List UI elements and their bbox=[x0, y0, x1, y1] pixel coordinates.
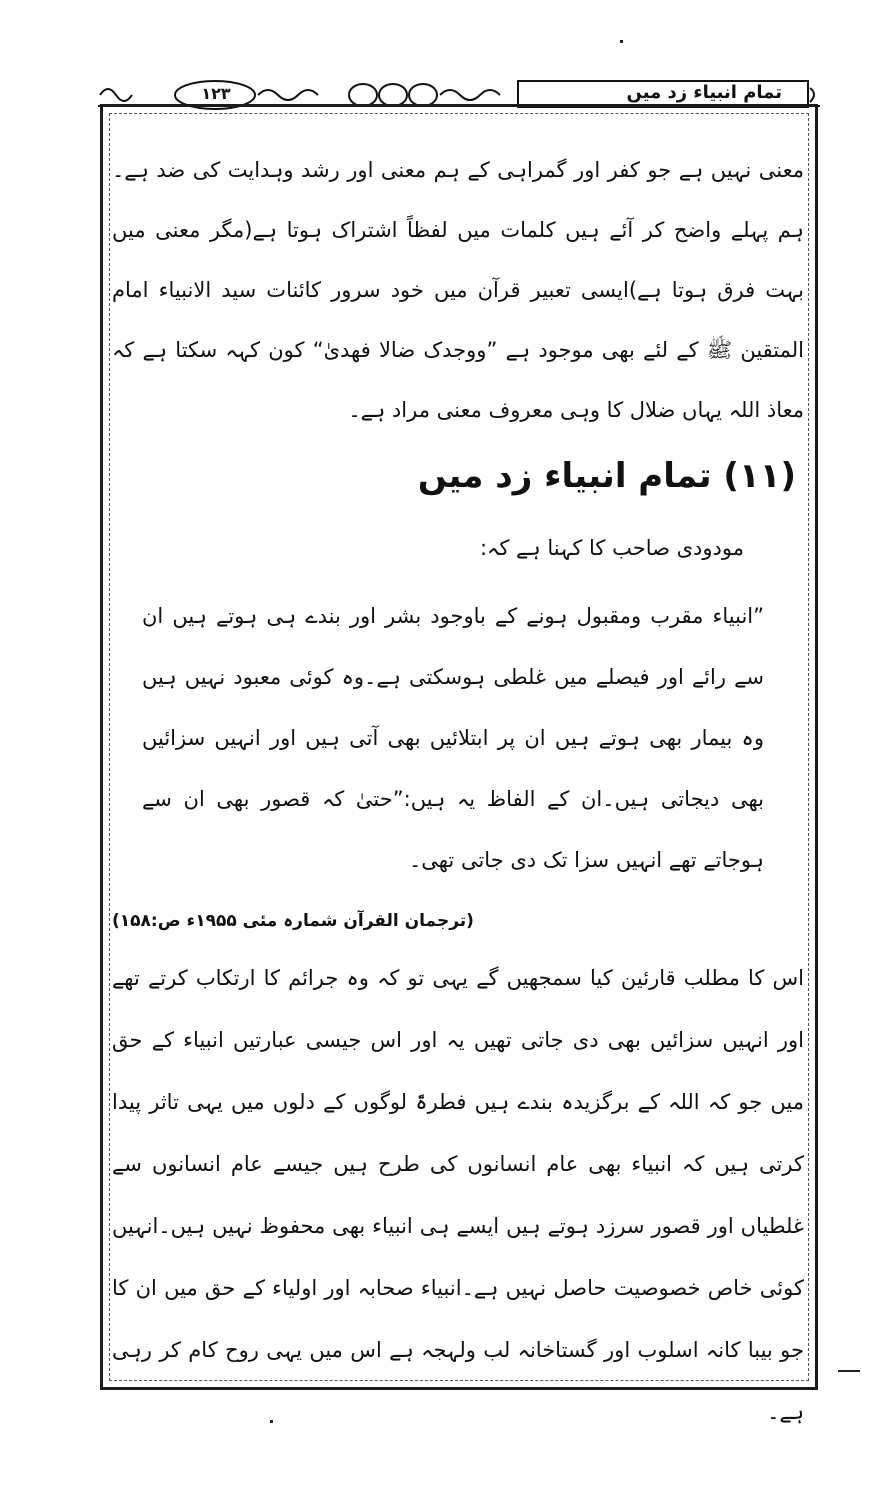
scan-mark bbox=[838, 1370, 860, 1372]
scan-mark bbox=[620, 40, 623, 43]
opening-paragraph: معنی نہیں ہے جو کفر اور گمراہی کے ہم معنی اور رشد وہدایت کی ضد ہے۔ہم پہلے واضح کر آئے ہیں کلمات میں لفظاً اشتراک ہوتا ہے(مگر معنی میں بہت فرق ہوتا ہے)ایسی تعبیر قرآن میں خود سرور کائنات سید الانبیاء امام المتقین ﷺ کے لئے بھی موجود ہے ”ووجدک ضالا فھدیٰ“ کون کہہ سکتا ہے کہ معاذ اللہ یہاں ضلال کا وہی معروف معنی مراد ہے۔ bbox=[112, 158, 804, 422]
page-number: ۱۲۳ bbox=[201, 84, 231, 103]
block-quote: ”انبیاء مقرب ومقبول ہونے کے باوجود بشر اور بندے ہی ہوتے ہیں ان سے رائے اور فیصلے میں غلطی ہوسکتی ہے۔وہ کوئی معبود نہیں ہیں وہ بیمار بھی ہوتے ہیں ان پر ابتلائیں بھی آتی ہیں اور انہیں سزائیں بھی دیجاتی ہیں۔ان کے الفاظ یہ ہیں:”حتیٰ کہ قصور بھی ان سے ہوجاتے تھے انہیں سزا تک دی جاتی تھی۔ bbox=[142, 604, 764, 872]
citation: (ترجمان القرآن شمارہ مئی ۱۹۵۵ء ص:۱۵۸) bbox=[112, 911, 474, 931]
running-title: تمام انبیاء زد میں bbox=[626, 82, 782, 103]
page-content bbox=[112, 140, 804, 1443]
section-heading: (۱۱) تمام انبیاء زد میں bbox=[417, 456, 796, 496]
commentary-paragraph: اس کا مطلب قارئین کیا سمجھیں گے یہی تو کہ وہ جرائم کا ارتکاب کرتے تھے اور انہیں سزائیں بھی دی جاتی تھیں یہ اور اس جیسی عبارتیں انبیاء کے حق میں جو کہ اللہ کے برگزیدہ بندے ہیں فطرۃً لوگوں کے دلوں میں یہی تاثر پیدا کرتی ہیں کہ انبیاء بھی عام انسانوں کی طرح ہیں جیسے عام انسانوں سے غلطیاں اور قصور سرزد ہوتے ہیں ایسے ہی انبیاء بھی محفوظ نہیں ہیں۔انہیں کوئی خاص خصوصیت حاصل نہیں ہے۔انبیاء صحابہ اور اولیاء کے حق میں ان کا جو بیبا کانہ اسلوب اور گستاخانہ لب ولہجہ ہے اس میں یہی روح کام کر رہی ہے۔ bbox=[112, 966, 804, 1424]
intro-line: مودودی صاحب کا کہنا ہے کہ: bbox=[479, 536, 744, 560]
